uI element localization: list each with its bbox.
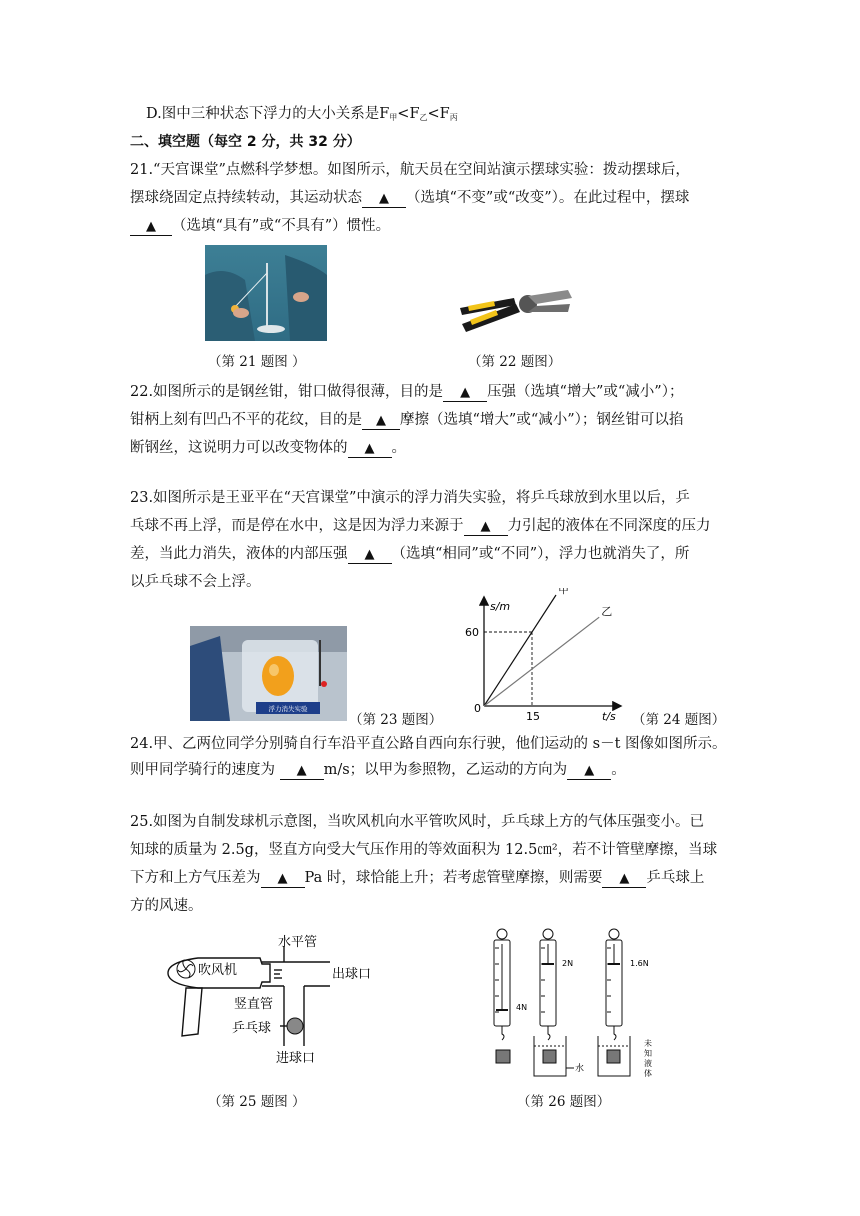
fan-icon (177, 960, 195, 978)
section-title: 二、填空题（每空 2 分，共 32 分） (130, 134, 361, 150)
label-outlet: 出球口 (332, 967, 372, 982)
reading-1-6n: 1.6N (630, 959, 649, 968)
q22-line2: 钳柄上刻有凹凸不平的花纹，目的是 ▲ 摩擦（选填“增大”或“减小”）；钢丝钳可以掐 (130, 412, 684, 428)
answer-blank: ▲ (567, 763, 611, 780)
scale-ring (543, 929, 553, 939)
answer-blank: ▲ (261, 871, 305, 888)
scale-hook (548, 1026, 550, 1040)
origin-label: 0 (474, 702, 481, 715)
reading-2n: 2N (562, 959, 574, 968)
q21-line1: 21.“天宫课堂”点燃科学梦想。如图所示，航天员在空间站演示摆球实验：拨动摆球后， (130, 162, 690, 178)
series-label-jia: 甲 (558, 588, 569, 596)
answer-blank: ▲ (362, 191, 406, 208)
q23-caption: （第 23 题图） (349, 712, 443, 728)
block-in-unknown (607, 1050, 620, 1063)
block-in-water (543, 1050, 556, 1063)
ping-pong-ball (287, 1018, 303, 1034)
q22-pliers-image (456, 268, 576, 338)
scale-hook (614, 1026, 616, 1040)
label-water: 水 (575, 1064, 585, 1074)
answer-blank: ▲ (130, 219, 172, 236)
answer-blank: ▲ (602, 871, 646, 888)
q21-line3: ▲ （选填“具有”或“不具有”）惯性。 (130, 216, 390, 236)
answer-blank: ▲ (348, 547, 392, 564)
x-axis-label: t/s (602, 710, 616, 723)
answer-blank: ▲ (464, 519, 508, 536)
q22-line1: 22.如图所示的是钢丝钳，钳口做得很薄，目的是 ▲ 压强（选填“增大”或“减小”）； (130, 384, 684, 400)
label-unknown-1: 未 (644, 1039, 652, 1048)
series-label-yi: 乙 (601, 605, 613, 619)
answer-blank: ▲ (348, 441, 392, 458)
block-in-air (496, 1050, 510, 1063)
y-axis-label: s/m (490, 600, 511, 613)
q21-pendulum-photo (205, 245, 327, 341)
label-inlet: 进球口 (276, 1051, 316, 1066)
label-blower: 吹风机 (198, 963, 238, 978)
q25-line1: 25.如图为自制发球机示意图，当吹风机向水平管吹风时，乒乓球上方的气体压强变小。已 (130, 814, 705, 830)
q21-line2: 摆球绕固定点持续转动，其运动状态 ▲ （选填“不变”或“改变”）。在此过程中，摆球 (130, 190, 690, 206)
photo-label: 浮力消失实验 (268, 705, 308, 713)
answer-blank: ▲ (280, 763, 324, 780)
scale-ring (609, 929, 619, 939)
scale-hook (502, 1026, 504, 1040)
label-horizontal-pipe: 水平管 (278, 935, 318, 950)
scale-ring (497, 929, 507, 939)
q24-st-chart (460, 588, 630, 726)
q23-line3: 差，当此力消失，液体的内部压强 ▲ （选填“相同”或“不同”），浮力也就消失了，所 (130, 546, 690, 562)
q25-line2: 知球的质量为 2.5g，竖直方向受大气压作用的等效面积为 12.5㎝²，若不计管壁摩擦，当球 (130, 842, 718, 858)
label-unknown-2: 知 (644, 1049, 652, 1058)
q23-line4: 以乒乓球不会上浮。 (130, 574, 261, 590)
answer-blank: ▲ (362, 413, 400, 430)
answer-blank: ▲ (443, 385, 487, 402)
y-tick-label: 60 (465, 626, 479, 639)
q23-experiment-photo (190, 626, 347, 721)
q25-line4: 方的风速。 (130, 898, 203, 914)
reading-4n: 4N (516, 1003, 528, 1012)
label-vertical-pipe: 竖直管 (234, 997, 274, 1012)
q21-caption: （第 21 题图 ） (208, 354, 306, 370)
q26-spring-scale-diagram (486, 926, 666, 1088)
q25-line3: 下方和上方气压差为 ▲ Pa 时，球恰能上升；若考虑管壁摩擦，则需要 ▲ 乒乓球上 (130, 870, 705, 886)
x-tick-label: 15 (526, 710, 540, 723)
q24-caption: （第 24 题图） (632, 712, 726, 728)
label-unknown-3: 液 (644, 1059, 652, 1068)
label-unknown-4: 体 (644, 1069, 652, 1078)
q24-line2: 则甲同学骑行的速度为 ▲ m/s；以甲为参照物，乙运动的方向为 ▲ 。 (130, 762, 626, 778)
q23-line2: 乓球不再上浮，而是停在水中，这是因为浮力来源于 ▲ 力引起的液体在不同深度的压力 (130, 518, 711, 534)
q22-caption: （第 22 题图） (468, 354, 562, 370)
q23-line1: 23.如图所示是王亚平在“天宫课堂”中演示的浮力消失实验，将乒乓球放到水里以后，乒 (130, 490, 690, 506)
label-ball: 乒乓球 (232, 1021, 272, 1036)
q24-line1: 24.甲、乙两位同学分别骑自行车沿平直公路自西向东行驶，他们运动的 s－t 图像如图所示。 (130, 736, 727, 752)
q22-line3: 断钢丝，这说明力可以改变物体的 ▲ 。 (130, 440, 406, 456)
q20-option-d: D.图中三种状态下浮力的大小关系是$F_甲<F_乙<F_丙$ (146, 106, 458, 122)
q25-serve-machine-diagram (162, 926, 412, 1076)
q26-caption: （第 26 题图） (517, 1094, 611, 1110)
q25-caption: （第 25 题图 ） (208, 1094, 306, 1110)
series-line-yi (484, 617, 599, 706)
